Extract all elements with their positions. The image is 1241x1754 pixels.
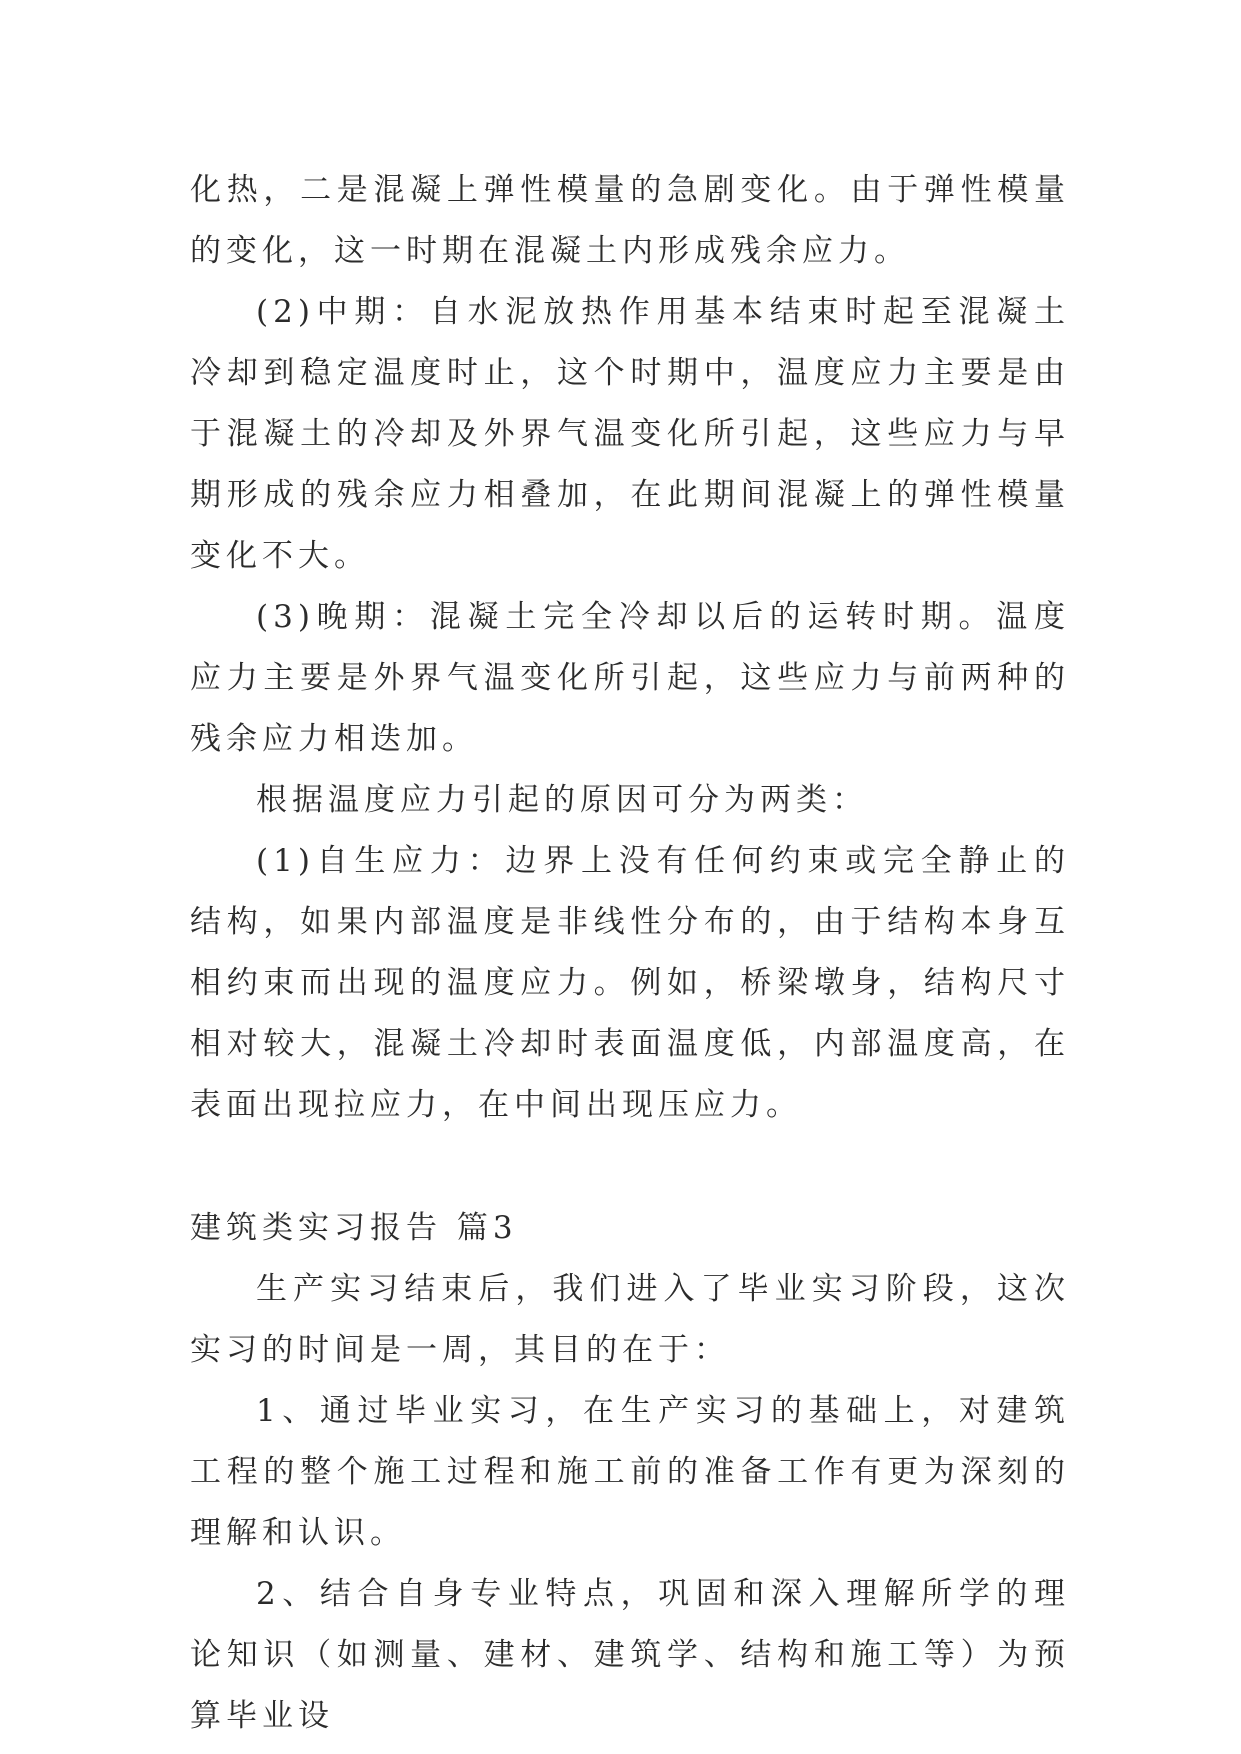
document-body <box>190 160 1070 1747</box>
paragraph-classification-intro: 根据温度应力引起的原因可分为两类： <box>256 782 868 818</box>
paragraph-middle-period: (2)中期：自水泥放热作用基本结束时起至混凝土冷却到稳定温度时止，这个时期中，温度应力主要是由于混凝土的冷却及外界气温变化所引起，这些应力与早期形成的残余应力相叠加，在此期间混凝上的弹性模量变化不大。 <box>190 294 1070 574</box>
paragraph-internship-intro: 生产实习结束后，我们进入了毕业实习阶段，这次实习的时间是一周，其目的在于： <box>190 1271 1070 1368</box>
paragraph-continuation: 化热，二是混凝上弹性模量的急剧变化。由于弹性模量的变化，这一时期在混凝土内形成残余应力。 <box>190 172 1070 269</box>
paragraph-purpose-2: 2、结合自身专业特点，巩固和深入理解所学的理论知识（如测量、建材、建筑学、结构和施工等）为预算毕业设 <box>190 1576 1070 1734</box>
section-heading: 建筑类实习报告 篇3 <box>190 1210 518 1246</box>
paragraph-purpose-1: 1、通过毕业实习，在生产实习的基础上，对建筑工程的整个施工过程和施工前的准备工作有更为深刻的理解和认识。 <box>190 1393 1070 1551</box>
paragraph-self-stress: (1)自生应力：边界上没有任何约束或完全静止的结构，如果内部温度是非线性分布的，由于结构本身互相约束而出现的温度应力。例如，桥梁墩身，结构尺寸相对较大，混凝土冷却时表面温度低，内部温度高，在表面出现拉应力，在中间出现压应力。 <box>190 843 1070 1123</box>
paragraph-late-period: (3)晚期：混凝土完全冷却以后的运转时期。温度应力主要是外界气温变化所引起，这些应力与前两种的残余应力相迭加。 <box>190 599 1070 757</box>
